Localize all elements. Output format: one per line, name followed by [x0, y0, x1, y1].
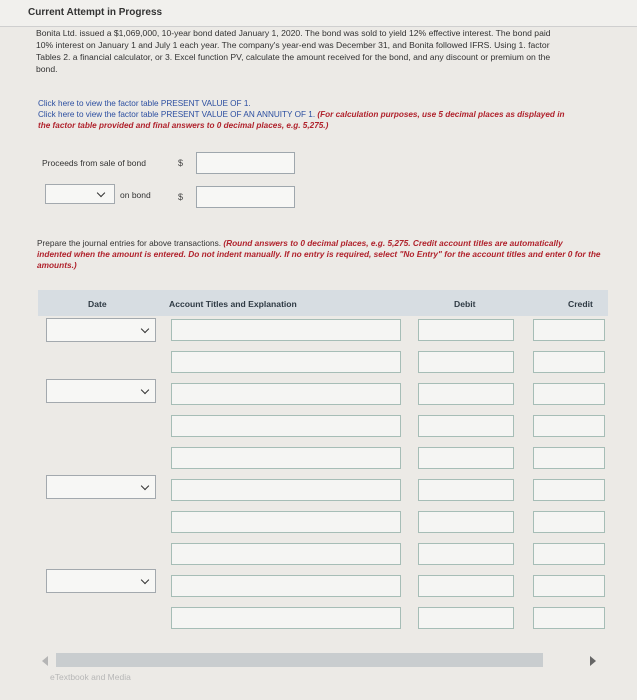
problem-line: Bonita Ltd. issued a $1,069,000, 10-year bond dated January 1, 2020. The bond was sold to yield 12% effective interest. The bond paid — [36, 28, 551, 38]
col-account: Account Titles and Explanation — [169, 299, 297, 309]
account-title-input[interactable] — [171, 319, 401, 341]
credit-input[interactable] — [533, 383, 605, 405]
debit-input[interactable] — [418, 479, 514, 501]
account-title-input[interactable] — [171, 383, 401, 405]
proceeds-input[interactable] — [196, 152, 295, 174]
credit-input[interactable] — [533, 415, 605, 437]
account-title-input[interactable] — [171, 575, 401, 597]
debit-input[interactable] — [418, 351, 514, 373]
date-select[interactable] — [46, 379, 156, 403]
journal-table — [38, 316, 608, 646]
col-date: Date — [88, 299, 107, 309]
account-title-input[interactable] — [171, 447, 401, 469]
credit-input[interactable] — [533, 607, 605, 629]
pva-table-link[interactable]: Click here to view the factor table PRESENT VALUE OF AN ANNUITY OF 1. — [38, 110, 316, 119]
credit-input[interactable] — [533, 543, 605, 565]
debit-input[interactable] — [418, 415, 514, 437]
instruction-text: Prepare the journal entries for above transactions. — [37, 238, 222, 248]
debit-input[interactable] — [418, 575, 514, 597]
page-title: Current Attempt in Progress — [28, 7, 163, 18]
debit-input[interactable] — [418, 447, 514, 469]
chevron-down-icon — [97, 189, 105, 197]
credit-input[interactable] — [533, 447, 605, 469]
credit-input[interactable] — [533, 575, 605, 597]
instruction-note: amounts.) — [37, 260, 77, 270]
factor-table-links — [38, 98, 623, 131]
problem-line: bond. — [36, 64, 58, 74]
account-title-input[interactable] — [171, 607, 401, 629]
pv-table-link[interactable]: Click here to view the factor table PRESENT VALUE OF 1. — [38, 99, 251, 108]
problem-line: 10% interest on January 1 and July 1 each year. The company's year-end was December 31, and Bonita followed IFRS. Using 1. factor — [36, 40, 550, 50]
account-title-input[interactable] — [171, 479, 401, 501]
debit-input[interactable] — [418, 607, 514, 629]
proceeds-label: Proceeds from sale of bond — [42, 158, 146, 168]
on-bond-label: on bond — [120, 190, 151, 200]
col-debit: Debit — [454, 299, 476, 309]
col-credit: Credit — [568, 299, 593, 309]
calculation-note: (For calculation purposes, use 5 decimal places as displayed in — [317, 110, 565, 119]
currency-symbol: $ — [178, 192, 184, 202]
account-title-input[interactable] — [171, 543, 401, 565]
debit-input[interactable] — [418, 543, 514, 565]
chevron-down-icon — [141, 576, 149, 584]
problem-line: Tables 2. a financial calculator, or 3. Excel function PV, calculate the amount received for the bond, and any discount or premium on the — [36, 52, 551, 62]
journal-instructions — [37, 238, 607, 271]
discount-premium-input[interactable] — [196, 186, 295, 208]
credit-input[interactable] — [533, 319, 605, 341]
horizontal-scrollbar[interactable] — [56, 653, 543, 667]
journal-table-header — [38, 290, 608, 316]
account-title-input[interactable] — [171, 415, 401, 437]
instruction-note: indented when the amount is entered. Do not indent manually. If no entry is required, select "No Entry" for the account titles and enter 0 for the — [37, 249, 601, 259]
date-select[interactable] — [46, 569, 156, 593]
problem-statement — [36, 27, 614, 75]
date-select[interactable] — [46, 475, 156, 499]
debit-input[interactable] — [418, 383, 514, 405]
credit-input[interactable] — [533, 479, 605, 501]
debit-input[interactable] — [418, 319, 514, 341]
chevron-down-icon — [141, 325, 149, 333]
instruction-note: (Round answers to 0 decimal places, e.g. 5,275. Credit account titles are automatically — [223, 238, 563, 248]
debit-input[interactable] — [418, 511, 514, 533]
etextbook-link[interactable]: eTextbook and Media — [50, 672, 131, 682]
chevron-down-icon — [141, 386, 149, 394]
credit-input[interactable] — [533, 511, 605, 533]
calculation-note-cont: the factor table provided and final answers to 0 decimal places, e.g. 5,275.) — [38, 121, 329, 130]
scroll-right-arrow-icon[interactable] — [590, 656, 596, 666]
account-title-input[interactable] — [171, 351, 401, 373]
credit-input[interactable] — [533, 351, 605, 373]
scroll-left-arrow-icon[interactable] — [42, 656, 48, 666]
date-select[interactable] — [46, 318, 156, 342]
currency-symbol: $ — [178, 158, 184, 168]
account-title-input[interactable] — [171, 511, 401, 533]
chevron-down-icon — [141, 482, 149, 490]
discount-premium-select[interactable] — [45, 184, 115, 204]
page-header — [0, 0, 637, 27]
